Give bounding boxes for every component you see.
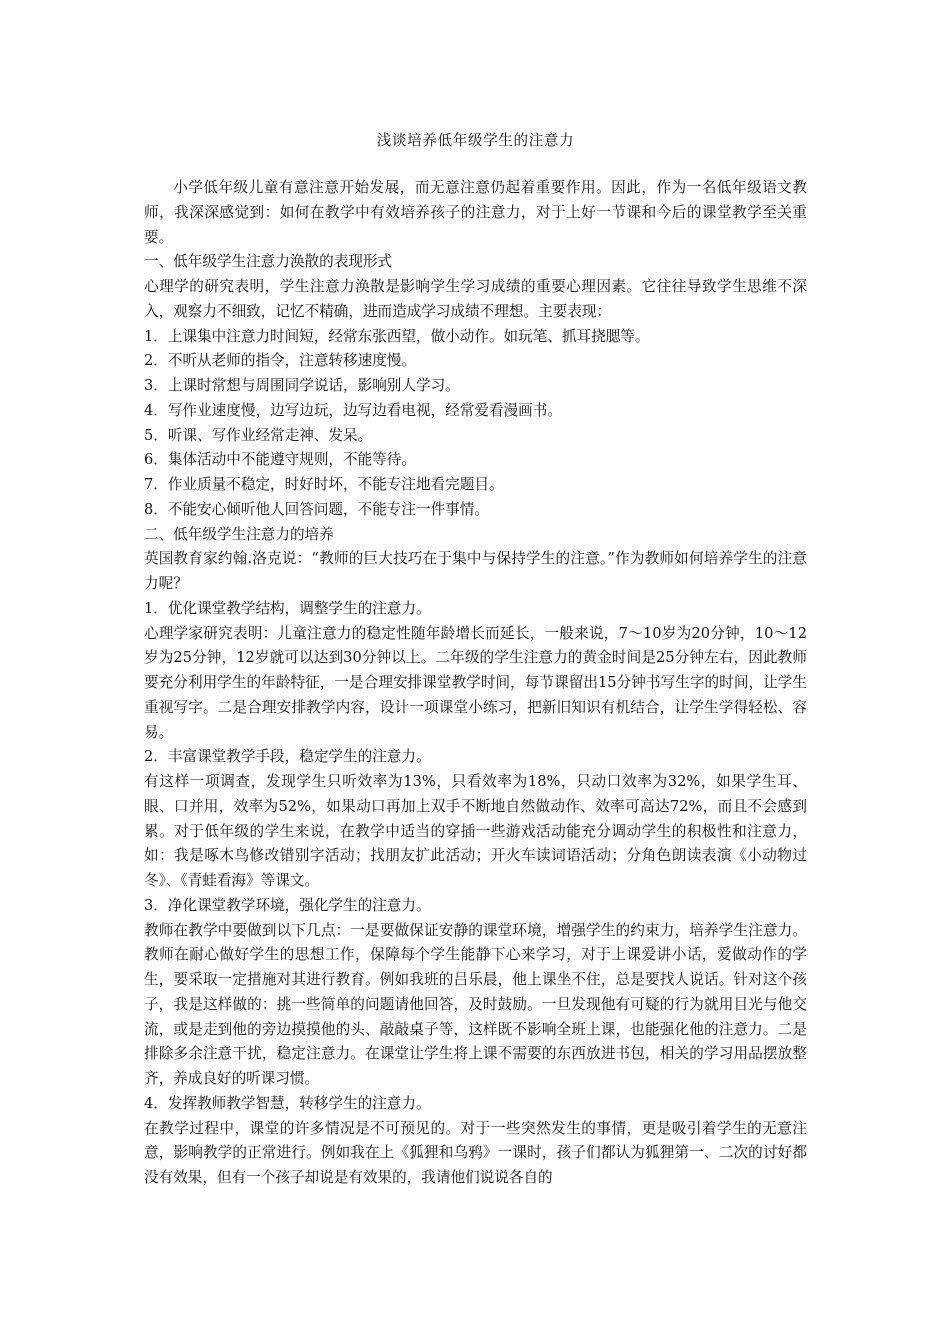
document-body: [144, 128, 807, 1191]
list-item: 1．上课集中注意力时间短，经常东张西望，做小动作。如玩笔、抓耳挠腮等。: [144, 327, 650, 345]
list-item: 2．不听从老师的指令，注意转移速度慢。: [144, 352, 416, 370]
list-item: 5．听课、写作业经常走神、发呆。: [144, 426, 373, 444]
body-paragraph: 有这样一项调查，发现学生只听效率为13%，只看效率为18%，只动口效率为32%，如果学生耳、眼、口并用，效率为52%，如果动口再加上双手不断地自然做动作、效率可高达72%，而且不会感到累。对于低年级的学生来说，在教学中适当的穿插一些游戏活动能充分调动学生的积极性和注意力，如：我是啄木鸟修改错别字活动；找朋友扩此活动；开火车读词语活动；分角色朗读表演《小动物过冬》、《青蛙看海》等课文。: [144, 773, 807, 889]
list-item: 3．上课时常想与周围同学说话，影响别人学习。: [144, 377, 460, 394]
intro-paragraph: 小学低年级儿童有意注意开始发展，而无意注意仍起着重要作用。因此，作为一名低年级语文教师，我深深感觉到：如何在教学中有效培养孩子的注意力，对于上好一节课和今后的课堂教学至关重要。: [144, 179, 807, 246]
subheading: 2．丰富课堂教学手段，稳定学生的注意力。: [144, 748, 431, 766]
list-item: 6．集体活动中不能遵守规则，不能等待。: [144, 451, 416, 469]
body-paragraph: 教师在教学中要做到以下几点：一是要做保证安静的课堂环境，增强学生的约束力，培养学生注意力。教师在耐心做好学生的思想工作，保障每个学生能静下心来学习，对于上课爱讲小话，爱做动作的学生，要采取一定措施对其进行教育。例如我班的吕乐晨，他上课坐不住，总是要找人说话。针对这个孩子，我是这样做的：挑一些简单的问题请他回答，及时鼓励。一旦发现他有可疑的行为就用目光与他交流，或是走到他的旁边摸摸他的头、敲敲桌子等，这样既不影响全班上课，也能强化他的注意力。二是排除多余注意干扰，稳定注意力。在课堂让学生将上课不需要的东西放进书包，相关的学习用品摆放整齐，养成良好的听课习惯。: [144, 921, 807, 1087]
title-spacer: [144, 154, 807, 176]
body-paragraph: 英国教育家约翰.洛克说：“教师的巨大技巧在于集中与保持学生的注意。”作为教师如何培养学生的注意力呢？: [144, 550, 807, 592]
list-item: 7．作业质量不稳定，时好时坏，不能专注地看完题目。: [144, 476, 504, 493]
subheading: 3．净化课堂教学环境，强化学生的注意力。: [144, 896, 431, 914]
subheading: 1．优化课堂教学结构，调整学生的注意力。: [144, 599, 431, 617]
document-title: 浅谈培养低年级学生的注意力: [376, 132, 575, 149]
list-item: 4．写作业速度慢，边写边玩，边写边看电视，经常爱看漫画书。: [144, 401, 562, 419]
subheading: 4．发挥教师教学智慧，转移学生的注意力。: [144, 1094, 431, 1112]
body-paragraph: 心理学的研究表明，学生注意力涣散是影响学生学习成绩的重要心理因素。它往往导致学生思维不深入，观察力不细致，记忆不精确，进而造成学习成绩不理想。主要表现：: [144, 278, 807, 320]
section-heading-1: 一、低年级学生注意力涣散的表现形式: [144, 253, 393, 271]
list-item: 8．不能安心倾听他人回答问题，不能专注一件事情。: [144, 500, 489, 518]
body-paragraph: 在教学过程中，课堂的许多情况是不可预见的。对于一些突然发生的事情，更是吸引着学生的无意注意，影响教学的正常进行。例如我在上《狐狸和乌鸦》一课时，孩子们都认为狐狸第一、二次的讨好都没有效果，但有一个孩子却说是有效果的，我请他们说说各自的: [144, 1119, 807, 1186]
body-paragraph: 心理学家研究表明：儿童注意力的稳定性随年龄增长而延长，一般来说，7～10岁为20分钟，10～12岁为25分钟，12岁就可以达到30分钟以上。二年级的学生注意力的黄金时间是25分钟左右，因此教师要充分利用学生的年龄特征，一是合理安排课堂教学时间，每节课留出15分钟书写生字的时间，让学生重视写字。二是合理安排教学内容，设计一项课堂小练习，把新旧知识有机结合，让学生学得轻松、容易。: [144, 624, 807, 741]
section-heading-2: 二、低年级学生注意力的培养: [144, 525, 334, 543]
